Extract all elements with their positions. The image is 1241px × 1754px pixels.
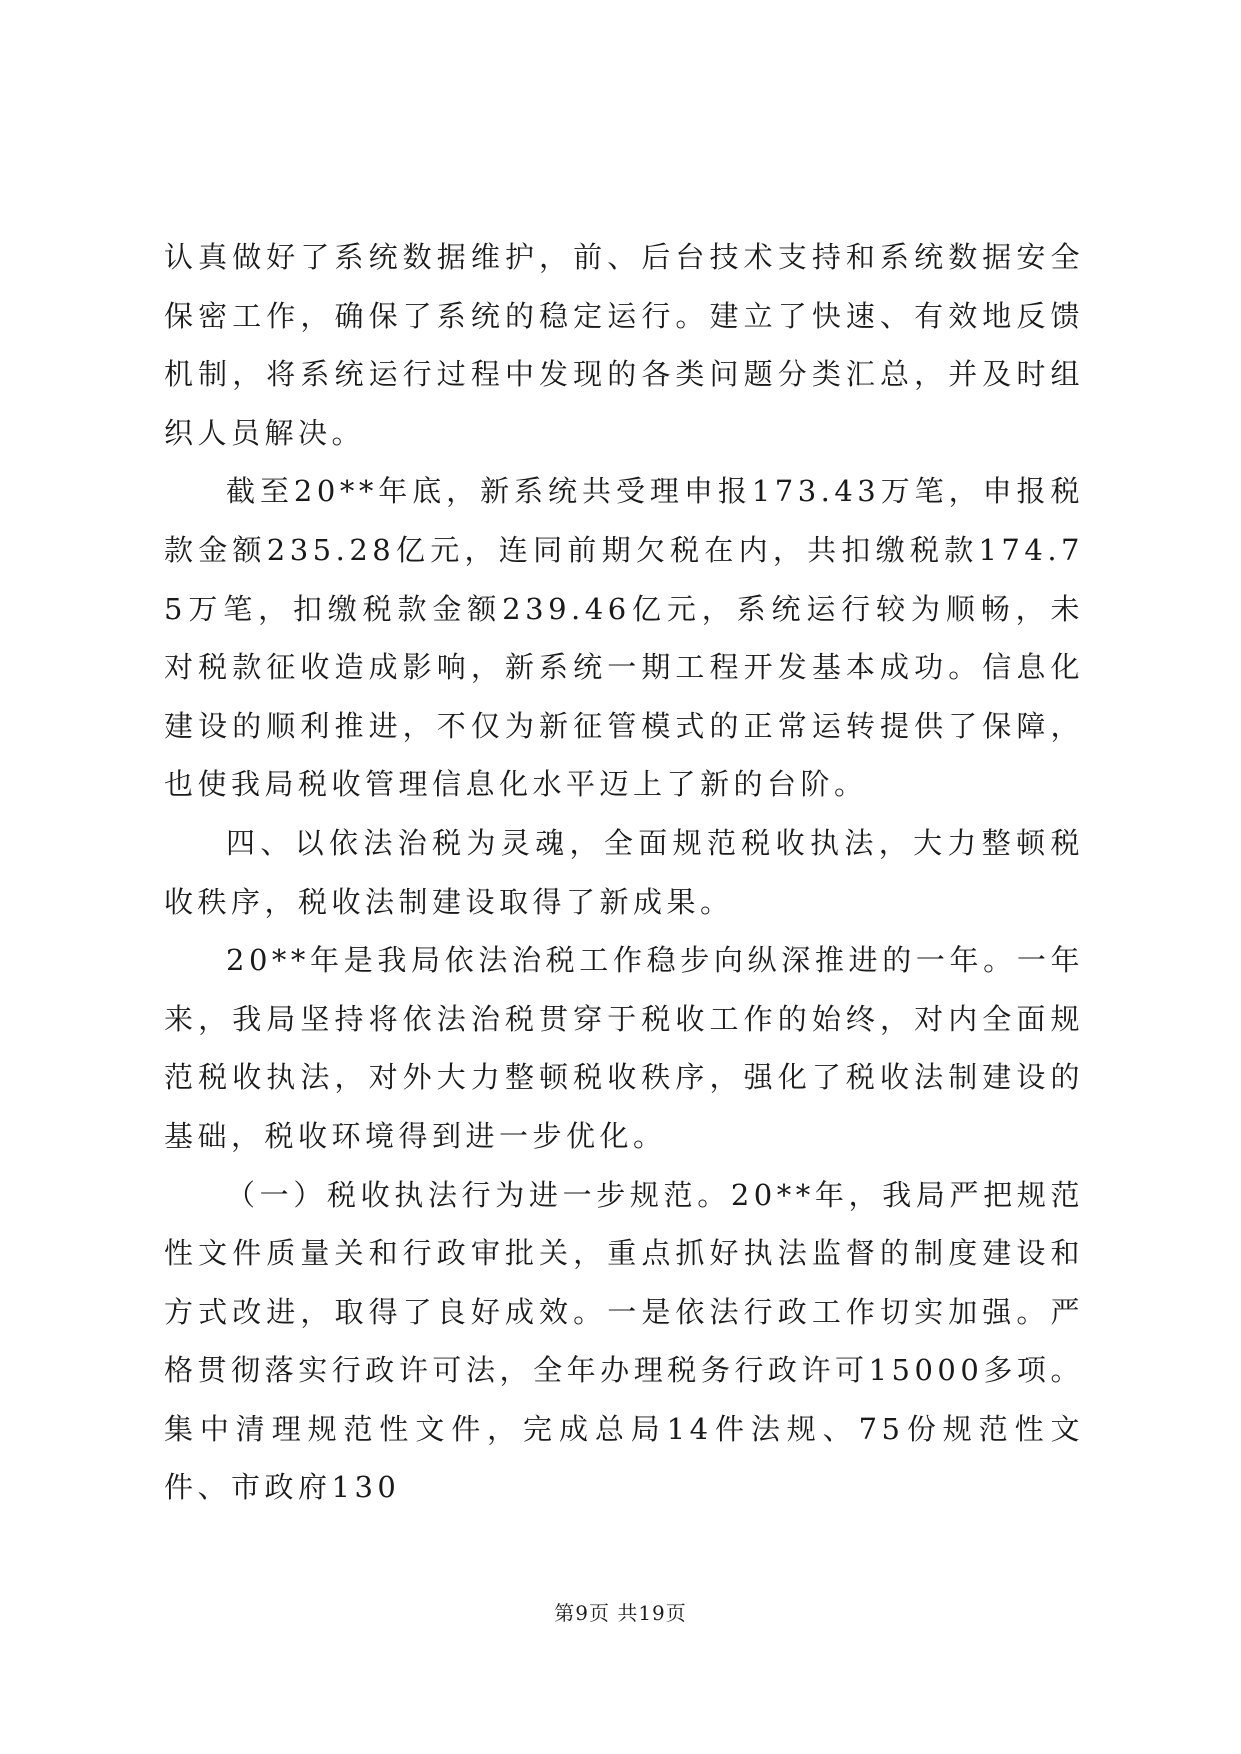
paragraph-enforcement-standardization: （一）税收执法行为进一步规范。20**年，我局严把规范性文件质量关和行政审批关，重点抓好执法监督的制度建设和方式改进，取得了良好成效。一是依法行政工作切实加强。严格贯彻落实行政许可法，全年办理税务行政许可15000多项。集中清理规范性文件，完成总局14件法规、75份规范性文件、市政府130 [164, 1177, 1084, 1505]
paragraph-rule-of-law-summary: 20**年是我局依法治税工作稳步向纵深推进的一年。一年来，我局坚持将依法治税贯穿于税收工作的始终，对内全面规范税收执法，对外大力整顿税收秩序，强化了税收法制建设的基础，税收环境得到进一步优化。 [164, 943, 1084, 1153]
section-heading-rule-of-law: 四、以依法治税为灵魂，全面规范税收执法，大力整顿税收秩序，税收法制建设取得了新成果。 [164, 825, 1084, 919]
page-number-footer: 第9页 共19页 [554, 1601, 687, 1625]
paragraph-system-maintenance: 认真做好了系统数据维护，前、后台技术支持和系统数据安全保密工作，确保了系统的稳定运行。建立了快速、有效地反馈机制，将系统运行过程中发现的各类问题分类汇总，并及时组织人员解决。 [164, 240, 1084, 450]
document-body [164, 228, 1084, 1517]
paragraph-system-statistics: 截至20**年底，新系统共受理申报173.43万笔，申报税款金额235.28亿元，连同前期欠税在内，共扣缴税款174.75万笔，扣缴税款金额239.46亿元，系统运行较为顺畅，未对税款征收造成影响，新系统一期工程开发基本成功。信息化建设的顺利推进，不仅为新征管模式的正常运转提供了保障，也使我局税收管理信息化水平迈上了新的台阶。 [164, 474, 1084, 802]
